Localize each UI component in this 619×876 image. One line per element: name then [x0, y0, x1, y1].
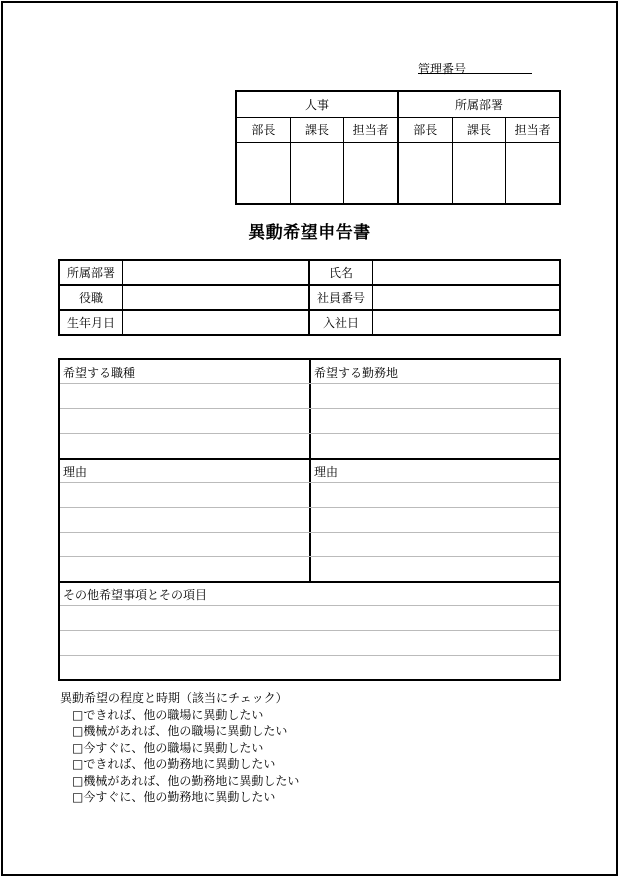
- hire-date-label: 入社日: [309, 310, 373, 335]
- stamp-box-dept-staff[interactable]: [506, 142, 560, 204]
- management-number-field[interactable]: [418, 73, 532, 74]
- preference-option-3[interactable]: □今すぐに、他の職場に異動したい: [72, 740, 264, 755]
- department-label: 所属部署: [59, 260, 123, 285]
- employee-number-label: 社員番号: [309, 285, 373, 310]
- preference-option-1[interactable]: □できれば、他の職場に異動したい: [72, 707, 264, 722]
- section-divider: [60, 581, 559, 583]
- section-divider: [60, 458, 559, 460]
- preference-option-6[interactable]: □今すぐに、他の勤務地に異動したい: [72, 790, 276, 804]
- column-divider: [309, 360, 311, 582]
- ruled-line: [60, 433, 559, 434]
- approval-role-dept-director: 部長: [398, 117, 452, 142]
- approval-role-hr-director: 部長: [236, 117, 290, 142]
- ruled-line: [60, 532, 559, 533]
- position-label: 役職: [59, 285, 123, 310]
- employee-number-field[interactable]: [373, 285, 561, 310]
- name-field[interactable]: [373, 260, 561, 285]
- preference-option-5[interactable]: □機械があれば、他の勤務地に異動したい: [72, 773, 300, 788]
- stamp-box-hr-director[interactable]: [236, 142, 290, 204]
- stamp-box-hr-staff[interactable]: [344, 142, 398, 204]
- approval-role-dept-staff: 担当者: [506, 117, 560, 142]
- form-title: 異動希望申告書: [248, 223, 371, 243]
- ruled-line: [60, 383, 559, 384]
- approval-role-hr-manager: 課長: [290, 117, 344, 142]
- ruled-line: [60, 605, 559, 606]
- other-requests-label: その他希望事項とその項目: [63, 588, 208, 602]
- department-field[interactable]: [123, 260, 310, 285]
- stamp-box-dept-manager[interactable]: [452, 142, 506, 204]
- approval-role-dept-manager: 課長: [452, 117, 506, 142]
- approval-group-hr: 人事: [236, 91, 398, 117]
- ruled-line: [60, 630, 559, 631]
- preference-option-4[interactable]: □できれば、他の勤務地に異動したい: [72, 757, 276, 771]
- management-number-label: 管理番号: [418, 62, 467, 76]
- approval-group-department: 所属部署: [398, 91, 560, 117]
- birth-date-label: 生年月日: [59, 310, 123, 335]
- approval-role-hr-staff: 担当者: [344, 117, 398, 142]
- reason-left-label: 理由: [63, 465, 88, 479]
- position-field[interactable]: [123, 285, 310, 310]
- preference-heading: 異動希望の程度と時期（該当にチェック）: [60, 691, 288, 705]
- desired-job-label: 希望する職種: [63, 366, 136, 380]
- transfer-preference-section: [60, 690, 299, 806]
- stamp-box-hr-manager[interactable]: [290, 142, 344, 204]
- approval-stamp-table: [235, 90, 561, 205]
- ruled-line: [60, 655, 559, 656]
- request-details-box: [58, 358, 561, 681]
- employee-info-table: [58, 259, 561, 336]
- ruled-line: [60, 408, 559, 409]
- ruled-line: [60, 482, 559, 483]
- birth-date-field[interactable]: [123, 310, 310, 335]
- stamp-box-dept-director[interactable]: [398, 142, 452, 204]
- name-label: 氏名: [309, 260, 373, 285]
- preference-option-2[interactable]: □機械があれば、他の職場に異動したい: [72, 724, 288, 738]
- ruled-line: [60, 507, 559, 508]
- reason-right-label: 理由: [314, 465, 339, 479]
- desired-location-label: 希望する勤務地: [314, 366, 399, 380]
- hire-date-field[interactable]: [373, 310, 561, 335]
- ruled-line: [60, 556, 559, 557]
